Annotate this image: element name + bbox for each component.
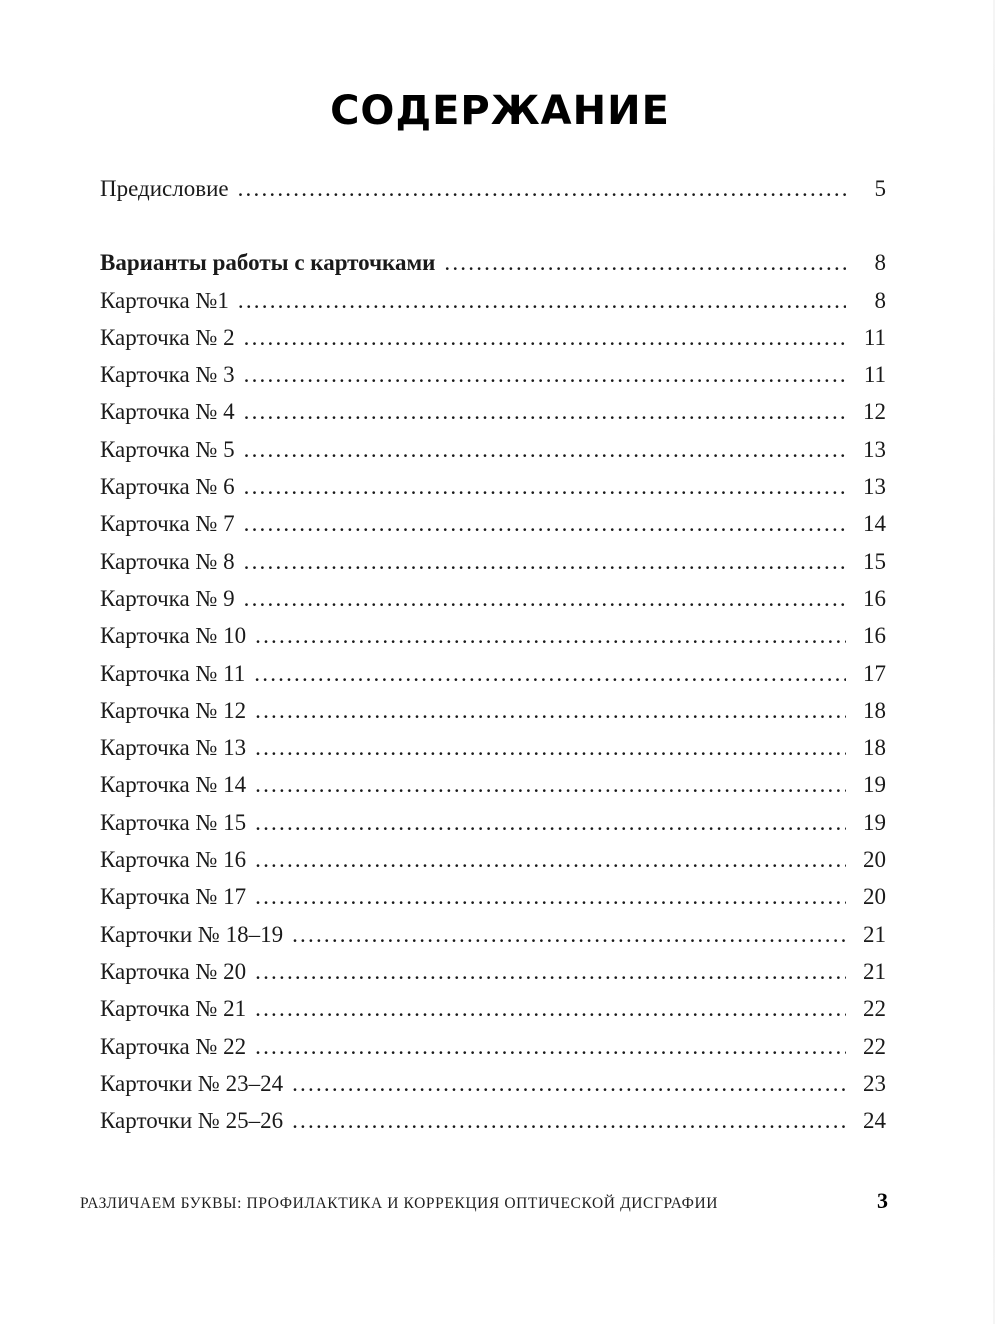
toc-entry bbox=[100, 1071, 886, 1108]
toc-entry-label: Карточка № 6 bbox=[100, 474, 235, 500]
footer-running-title: РАЗЛИЧАЕМ БУКВЫ: ПРОФИЛАКТИКА И КОРРЕКЦИЯ ОПТИЧЕСКОЙ ДИСГРАФИИ bbox=[80, 1195, 719, 1212]
toc-entry-label: Карточка № 3 bbox=[100, 362, 235, 388]
toc-entry-label: Карточка № 13 bbox=[100, 735, 247, 761]
toc-entry-label: Карточка № 17 bbox=[100, 884, 247, 910]
toc-entry-page: 23 bbox=[863, 1070, 886, 1096]
toc-entry bbox=[100, 1034, 886, 1071]
toc-entry-label: Карточки № 23–24 bbox=[100, 1070, 284, 1096]
toc-entry bbox=[100, 549, 886, 586]
leader-dots bbox=[255, 698, 846, 724]
toc-entry-label: Карточка № 5 bbox=[100, 436, 235, 462]
toc-entry-label: Карточка № 14 bbox=[100, 772, 247, 798]
toc-entry bbox=[100, 437, 886, 474]
toc-entry-label: Карточка № 7 bbox=[100, 511, 235, 537]
toc-entry-label: Варианты работы с карточками bbox=[100, 250, 436, 276]
toc-entry-label: Карточки № 25–26 bbox=[100, 1108, 284, 1134]
toc-entry bbox=[100, 772, 886, 809]
toc-entry-page: 19 bbox=[863, 809, 886, 835]
leader-dots bbox=[255, 959, 846, 985]
toc-entry-label: Карточки № 18–19 bbox=[100, 921, 284, 947]
toc-entry-page: 8 bbox=[874, 287, 886, 313]
toc-entry-page: 22 bbox=[863, 996, 886, 1022]
toc-entry-label: Карточка № 2 bbox=[100, 324, 235, 350]
toc-entry-label: Карточка № 20 bbox=[100, 958, 247, 984]
toc-entry-label: Карточка № 8 bbox=[100, 548, 235, 574]
toc-entry-page: 18 bbox=[863, 697, 886, 723]
leader-dots bbox=[292, 922, 846, 948]
toc-entry bbox=[100, 847, 886, 884]
scan-edge-artifact bbox=[993, 0, 995, 1324]
leader-dots bbox=[244, 437, 846, 463]
toc-entry bbox=[100, 362, 886, 399]
toc-entry-page: 21 bbox=[863, 921, 886, 947]
toc-entry-page: 20 bbox=[863, 884, 886, 910]
toc-entry-page: 11 bbox=[863, 324, 886, 350]
toc-entry bbox=[100, 810, 886, 847]
toc-entry bbox=[100, 288, 886, 325]
leader-dots bbox=[244, 362, 846, 388]
toc-entry bbox=[100, 325, 886, 362]
toc-entry bbox=[100, 586, 886, 623]
toc-entry-page: 16 bbox=[863, 623, 886, 649]
toc-entry-page: 20 bbox=[863, 847, 886, 873]
toc-entry-page: 24 bbox=[863, 1108, 886, 1134]
page-footer bbox=[80, 1188, 888, 1214]
toc-entry-label: Карточка № 11 bbox=[100, 660, 246, 686]
toc-entry-label: Карточка № 12 bbox=[100, 697, 247, 723]
leader-dots bbox=[244, 474, 846, 500]
toc-entry-label: Предисловие bbox=[100, 176, 229, 201]
leader-dots bbox=[255, 810, 846, 836]
leader-dots bbox=[238, 288, 846, 314]
leader-dots bbox=[244, 549, 846, 575]
table-of-contents bbox=[100, 176, 886, 1145]
leader-dots bbox=[292, 1108, 846, 1134]
toc-entry-page: 8 bbox=[874, 250, 886, 276]
leader-dots bbox=[238, 176, 846, 202]
toc-entry bbox=[100, 623, 886, 660]
toc-entry bbox=[100, 1108, 886, 1145]
toc-entry bbox=[100, 399, 886, 436]
leader-dots bbox=[255, 884, 846, 910]
toc-entry-page: 21 bbox=[863, 958, 886, 984]
toc-entry-label: Карточка № 21 bbox=[100, 996, 247, 1022]
toc-entry bbox=[100, 176, 886, 213]
leader-dots bbox=[255, 623, 846, 649]
toc-entry bbox=[100, 698, 886, 735]
footer-page-number: 3 bbox=[877, 1188, 888, 1213]
toc-entry-page: 18 bbox=[863, 735, 886, 761]
toc-entry bbox=[100, 922, 886, 959]
toc-entry-label: Карточка № 16 bbox=[100, 847, 247, 873]
toc-entry-page: 17 bbox=[863, 660, 886, 686]
leader-dots bbox=[255, 1034, 846, 1060]
toc-entry-label: Карточка № 4 bbox=[100, 399, 235, 425]
toc-entry-page: 11 bbox=[863, 362, 886, 388]
toc-entry bbox=[100, 474, 886, 511]
toc-entry-label: Карточка № 15 bbox=[100, 809, 247, 835]
toc-entry-page: 16 bbox=[863, 585, 886, 611]
leader-dots bbox=[244, 399, 846, 425]
leader-dots bbox=[255, 772, 846, 798]
leader-dots bbox=[244, 511, 846, 537]
leader-dots bbox=[244, 586, 846, 612]
toc-entry bbox=[100, 735, 886, 772]
toc-entry-label: Карточка №1 bbox=[100, 287, 229, 313]
toc-entry bbox=[100, 959, 886, 996]
toc-entry-page: 13 bbox=[863, 474, 886, 500]
leader-dots bbox=[255, 996, 846, 1022]
toc-entry bbox=[100, 250, 886, 287]
leader-dots bbox=[244, 325, 846, 351]
toc-entry bbox=[100, 511, 886, 548]
toc-entry-label: Карточка № 10 bbox=[100, 623, 247, 649]
toc-entry-page: 13 bbox=[863, 436, 886, 462]
toc-entry bbox=[100, 661, 886, 698]
toc-entry-label: Карточка № 9 bbox=[100, 585, 235, 611]
toc-entry-label: Карточка № 22 bbox=[100, 1033, 247, 1059]
toc-entry-page: 15 bbox=[863, 548, 886, 574]
toc-entry-page: 5 bbox=[874, 176, 886, 201]
page-title: СОДЕРЖАНИЕ bbox=[330, 88, 670, 134]
toc-entry bbox=[100, 996, 886, 1033]
toc-entry-page: 22 bbox=[863, 1033, 886, 1059]
toc-entry bbox=[100, 884, 886, 921]
toc-entry-page: 12 bbox=[863, 399, 886, 425]
toc-entry-page: 19 bbox=[863, 772, 886, 798]
leader-dots bbox=[255, 735, 846, 761]
toc-entry-page: 14 bbox=[863, 511, 886, 537]
leader-dots bbox=[255, 847, 846, 873]
leader-dots bbox=[292, 1071, 846, 1097]
leader-dots bbox=[444, 250, 846, 276]
leader-dots bbox=[254, 661, 846, 687]
